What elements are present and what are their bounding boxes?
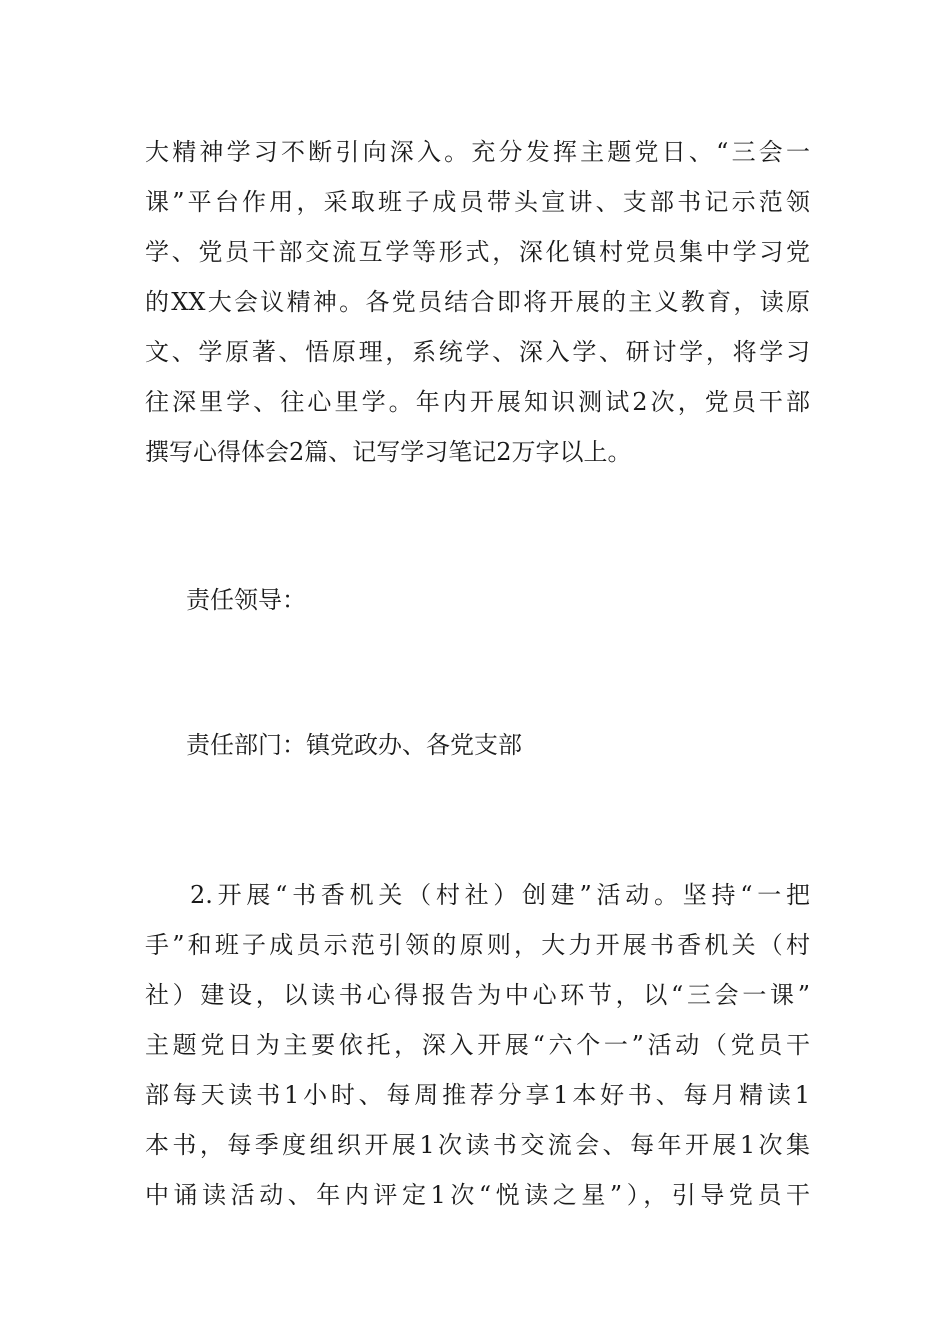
paragraph-line: 的XX大会议精神。各党员结合即将开展的主义教育，读原 bbox=[145, 288, 810, 316]
responsible-leader: 责任领导： bbox=[186, 586, 306, 614]
paragraph-line: 2.开展“书香机关（村社）创建”活动。坚持“一把 bbox=[190, 881, 810, 909]
paragraph-line: 学、党员干部交流互学等形式，深化镇村党员集中学习党 bbox=[145, 238, 810, 266]
responsible-department: 责任部门：镇党政办、各党支部 bbox=[186, 731, 522, 759]
paragraph-line: 本书，每季度组织开展1次读书交流会、每年开展1次集 bbox=[145, 1131, 810, 1159]
paragraph-line: 往深里学、往心里学。年内开展知识测试2次，党员干部 bbox=[145, 388, 810, 416]
paragraph-line: 社）建设，以读书心得报告为中心环节，以“三会一课” bbox=[145, 981, 810, 1009]
paragraph-book-activity bbox=[145, 870, 810, 1220]
paragraph-study-spirit bbox=[145, 127, 810, 477]
paragraph-line: 撰写心得体会2篇、记写学习笔记2万字以上。 bbox=[145, 438, 632, 466]
paragraph-line: 大精神学习不断引向深入。充分发挥主题党日、“三会一 bbox=[145, 138, 810, 166]
paragraph-line: 部每天读书1小时、每周推荐分享1本好书、每月精读1 bbox=[145, 1081, 810, 1109]
paragraph-line: 中诵读活动、年内评定1次“悦读之星”），引导党员干 bbox=[145, 1181, 810, 1209]
paragraph-line: 课”平台作用，采取班子成员带头宣讲、支部书记示范领 bbox=[145, 188, 810, 216]
paragraph-line: 文、学原著、悟原理，系统学、深入学、研讨学，将学习 bbox=[145, 338, 810, 366]
paragraph-line: 手”和班子成员示范引领的原则，大力开展书香机关（村 bbox=[145, 931, 810, 959]
paragraph-line: 主题党日为主要依托，深入开展“六个一”活动（党员干 bbox=[145, 1031, 810, 1059]
